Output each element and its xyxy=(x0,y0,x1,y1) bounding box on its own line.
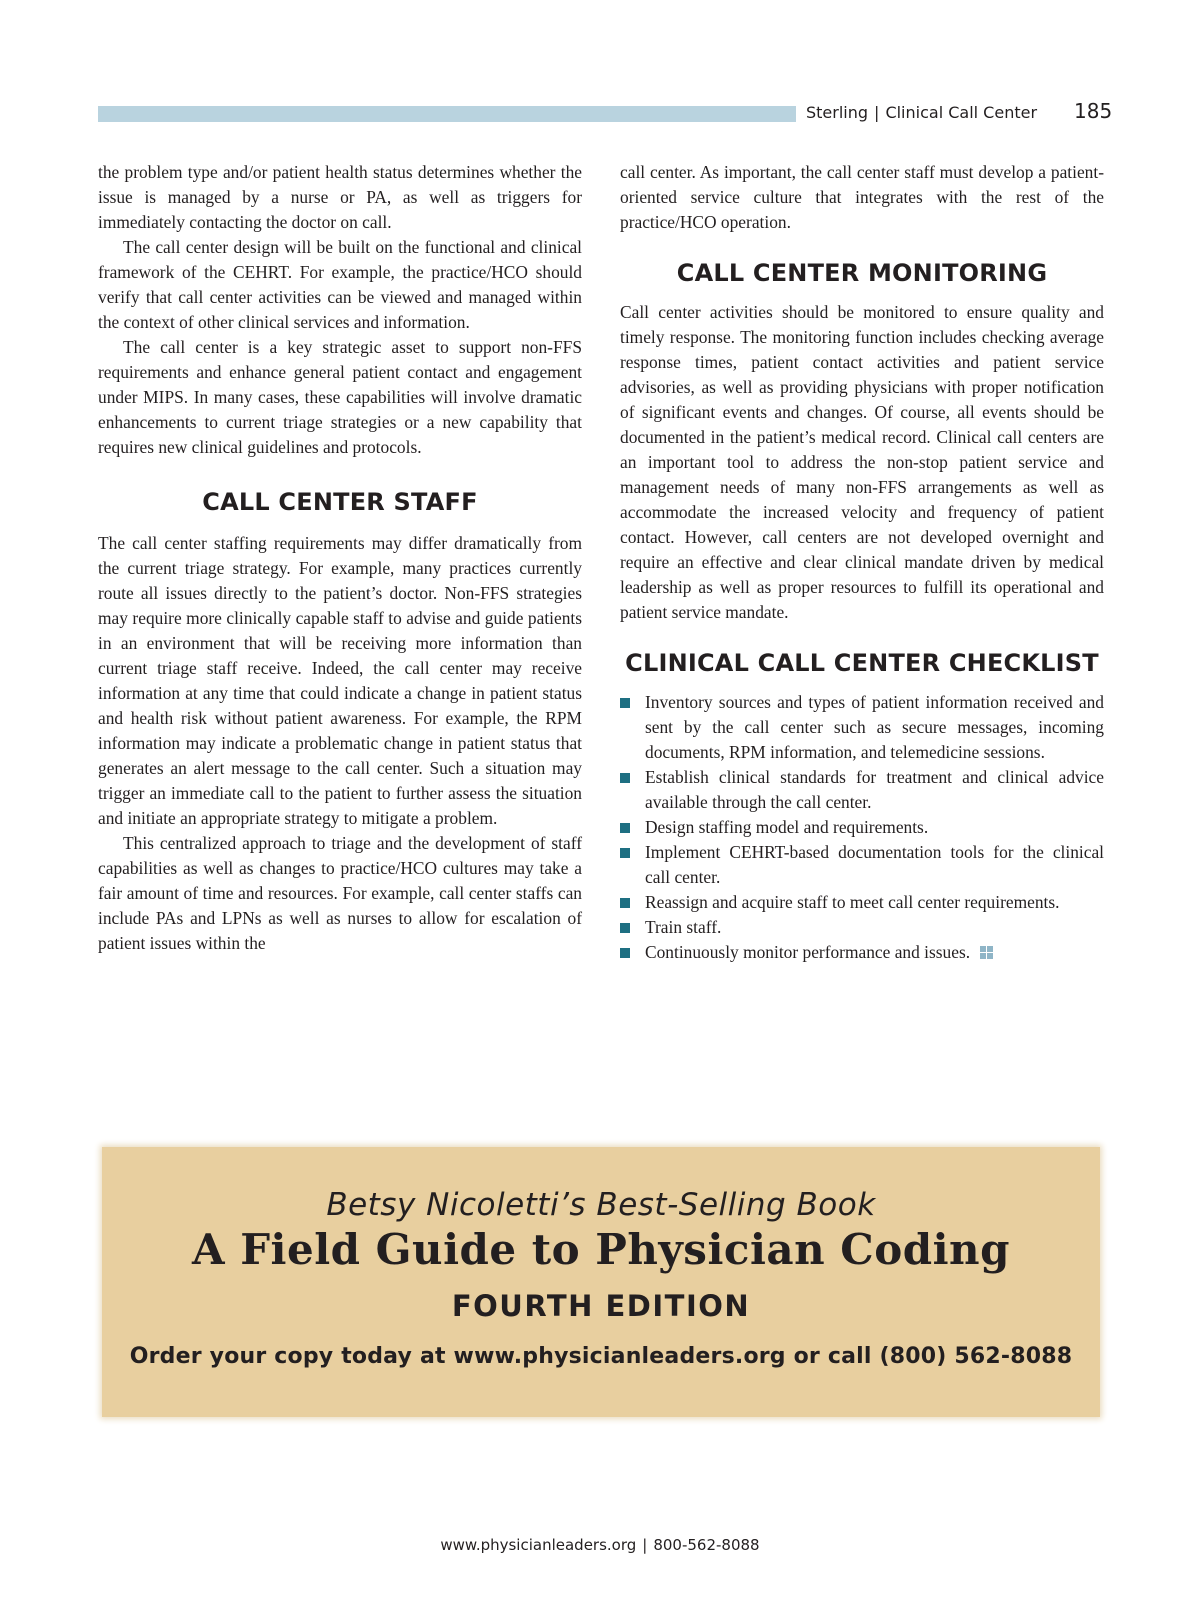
square-bullet-icon xyxy=(620,823,630,833)
checklist xyxy=(620,690,1104,965)
checklist-item-text: Establish clinical standards for treatment and clinical advice available through the call center. xyxy=(645,767,1104,812)
square-bullet-icon xyxy=(620,773,630,783)
checklist-item-text: Continuously monitor performance and issues. xyxy=(645,942,971,962)
ad-edition: FOURTH EDITION xyxy=(451,1289,751,1323)
body-paragraph: call center. As important, the call center staff must develop a patient-oriented service culture that integrates with the rest of the practice/HCO operation. xyxy=(620,162,1104,232)
body-paragraph: The call center staffing requirements may differ dramatically from the current triage strategy. For example, many practices currently route all issues directly to the patient’s doctor. Non-FFS strategies may require more clinically capable staff to advise and guide patients in an environment that will be receiving more information than current triage staff receive. Indeed, the call center may receive information at any time that could indicate a change in patient status and health risk without patient awareness. For example, the RPM information may indicate a problematic change in patient status that generates an alert message to the call center. Such a situation may trigger an immediate call to the patient to further assess the situation and initiate an appropriate strategy to mitigate a problem. xyxy=(98,533,582,828)
body-paragraph: Call center activities should be monitored to ensure quality and timely response. The monitoring function includes checking average response times, patient contact activities and patient service advisories, as well as providing physicians with proper notification of significant events and changes. Of course, all events should be documented in the patient’s medical record. Clinical call centers are an important tool to address the non-stop patient service and management needs of many non-FFS arrangements as well as accommodate the increased velocity and frequency of patient contact. However, call centers are not developed overnight and require an effective and clear clinical mandate driven by medical leadership as well as proper resources to fulfill its operational and patient service mandate. xyxy=(620,302,1104,622)
body-paragraph: The call center is a key strategic asset to support non-FFS requirements and enhance general patient contact and engagement under MIPS. In many cases, these capabilities will involve dramatic enhancements to current triage strategies or a new capability that requires new clinical guidelines and protocols. xyxy=(98,337,582,457)
square-bullet-icon xyxy=(620,698,630,708)
heading-checklist: CLINICAL CALL CENTER CHECKLIST xyxy=(625,649,1099,677)
square-bullet-icon xyxy=(620,948,630,958)
body-paragraph: the problem type and/or patient health status determines whether the issue is managed by a nurse or PA, as well as triggers for immediately contacting the doctor on call. xyxy=(98,162,582,232)
footer-phone: 800-562-8088 xyxy=(653,1536,760,1554)
ad-book-title: A Field Guide to Physician Coding xyxy=(192,1225,1010,1274)
right-column xyxy=(620,160,1104,965)
running-header xyxy=(806,103,1037,122)
checklist-item-text: Implement CEHRT-based documentation tools for the clinical call center. xyxy=(645,842,1104,887)
square-bullet-icon xyxy=(620,923,630,933)
checklist-item xyxy=(620,690,1104,765)
footer-website-link[interactable]: www.physicianleaders.org xyxy=(440,1536,637,1554)
header-author: Sterling xyxy=(806,103,869,122)
header-rule-bar xyxy=(98,106,796,122)
square-bullet-icon xyxy=(620,848,630,858)
body-paragraph: This centralized approach to triage and the development of staff capabilities as well as changes to practice/HCO cultures may take a fair amount of time and resources. For example, call center staffs can include PAs and LPNs as well as nurses to allow for escalation of patient issues within the xyxy=(98,833,582,953)
end-of-article-icon xyxy=(980,946,993,959)
checklist-item xyxy=(620,815,1104,840)
checklist-item-text: Inventory sources and types of patient information received and sent by the call center such as secure messages, incoming documents, RPM information, and telemedicine sessions. xyxy=(645,692,1104,762)
checklist-item xyxy=(620,915,1104,940)
checklist-item-text: Reassign and acquire staff to meet call center requirements. xyxy=(645,892,1060,912)
page-footer xyxy=(0,1536,1200,1554)
book-advertisement[interactable] xyxy=(102,1147,1100,1417)
header-separator: | xyxy=(874,103,880,122)
checklist-item-text: Train staff. xyxy=(645,917,722,937)
body-paragraph: The call center design will be built on the functional and clinical framework of the CEHRT. For example, the practice/HCO should verify that call center activities can be viewed and managed within the context of other clinical services and information. xyxy=(98,237,582,332)
footer-separator: | xyxy=(642,1536,648,1554)
checklist-item xyxy=(620,840,1104,890)
checklist-item xyxy=(620,940,1104,965)
checklist-item xyxy=(620,765,1104,815)
heading-call-center-staff: CALL CENTER STAFF xyxy=(202,488,478,516)
page-number: 185 xyxy=(1074,99,1113,123)
ad-subtitle: Betsy Nicoletti’s Best-Selling Book xyxy=(326,1187,876,1223)
checklist-item-text: Design staffing model and requirements. xyxy=(645,817,929,837)
header-section: Clinical Call Center xyxy=(885,103,1038,122)
checklist-item xyxy=(620,890,1104,915)
heading-call-center-monitoring: CALL CENTER MONITORING xyxy=(676,259,1048,287)
square-bullet-icon xyxy=(620,898,630,908)
left-column xyxy=(98,160,582,956)
ad-order-link[interactable]: Order your copy today at www.physicianleaders.org or call (800) 562-8088 xyxy=(129,1344,1073,1369)
